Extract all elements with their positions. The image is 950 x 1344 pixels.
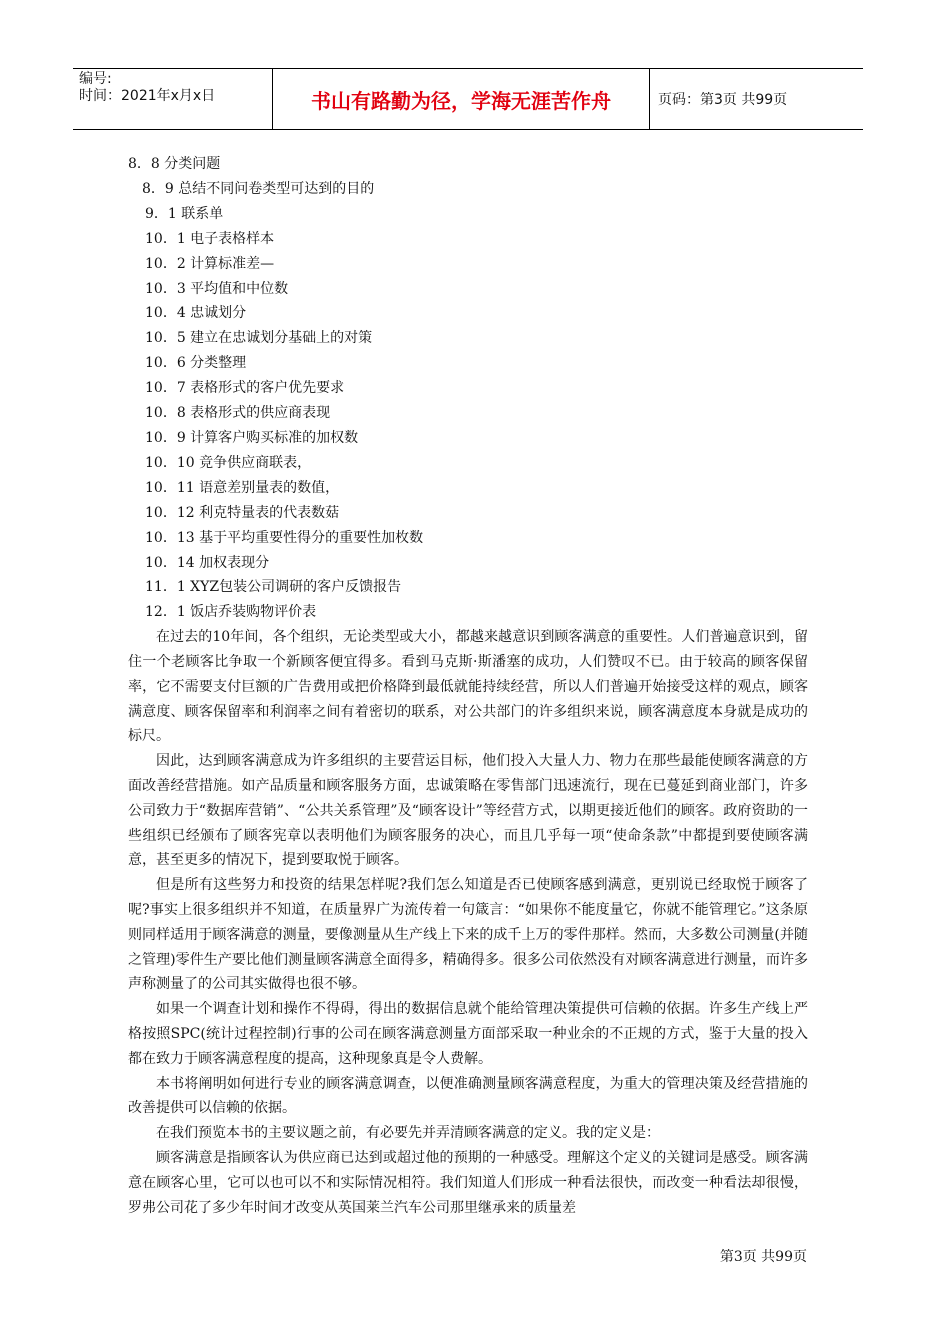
toc-item: 8．9 总结不同问卷类型可达到的目的 [142,180,375,197]
document-body [128,152,808,1220]
toc-item: 10．12 利克特量表的代表数菇 [145,504,340,521]
toc-item: 9．1 联系单 [145,205,224,222]
toc-item: 10．13 基于平均重要性得分的重要性加枚数 [145,529,424,546]
toc-item: 10．6 分类整理 [145,355,247,372]
toc-item: 10．7 表格形式的客户优先要求 [145,380,345,397]
header-page-info: 页码：第3页 共99页 [658,92,788,108]
body-paragraph: 但是所有这些努力和投资的结果怎样呢?我们怎么知道是否已使顾客感到满意，更别说已经取悦于顾客了呢?事实上很多组织并不知道，在质量界广为流传着一句箴言：“如果你不能度量它，你就不能管理它。”这条原则同样适用于顾客满意的测量，要像测量从生产线上下来的成千上万的零件那样。然而，大多数公司测量(并随之管理)零件生产要比他们测量顾客满意全面得多，精确得多。很多公司依然没有对顾客满意进行测量，而许多声称测量了的公司其实做得也很不够。 [128,877,808,993]
body-paragraph: 如果一个调查计划和操作不得碍，得出的数据信息就个能给管理决策提供可信赖的依据。许多生产线上严格按照SPC(统计过程控制)行事的公司在顾客满意测量方面部采取一种业余的不正规的方式，鉴于大量的投入都在致力于顾客满意程度的提高，这种现象真是令人费解。 [128,1001,808,1067]
header-motto: 书山有路勤为径，学海无涯苦作舟 [273,69,650,129]
toc-item: 10．11 语意差别量表的数值， [145,479,340,496]
body-paragraph: 因此，达到顾客满意成为许多组织的主要营运目标，他们投入大量人力、物力在那些最能使顾客满意的方面改善经营措施。如产品质量和顾客服务方面，忠诚策略在零售部门迅速流行，现在已蔓延到商业部门，许多公司致力于“数据库营销”、“公共关系管理”及“顾客设计”等经营方式，以期更接近他们的顾客。政府资助的一些组织已经颁布了顾客宪章以表明他们为顾客服务的决心，而且几乎每一项“使命条款”中都提到要使顾客满意，甚至更多的情况下，提到要取悦于顾客。 [128,753,808,869]
body-paragraph: 在我们预览本书的主要议题之前，有必要先并弄清顾客满意的定义。我的定义是： [156,1125,660,1142]
toc-item: 10．2 计算标准差— [145,255,275,272]
body-text [128,625,808,1220]
document-number-label: 编号: [79,71,112,87]
toc-item: 10．8 表格形式的供应商表现 [145,405,331,422]
page-footer: 第3页 共99页 [719,1249,807,1265]
header-meta [73,69,273,129]
toc-item: 10．4 忠诚划分 [145,305,247,322]
toc-item: 10．5 建立在忠诚划分基础上的对策 [145,330,373,347]
body-paragraph: 在过去的10年间，各个组织，无论类型或大小，都越来越意识到顾客满意的重要性。人们普遍意识到，留住一个老顾客比争取一个新顾客便宜得多。看到马克斯·斯潘塞的成功，人们赞叹不已。由于较高的顾客保留率，它不需要支付巨额的广告费用或把价格降到最低就能持续经营，所以人们普遍开始接受这样的观点，顾客满意度、顾客保留率和利润率之间有着密切的联系，对公共部门的许多组织来说，顾客满意度本身就是成功的标尺。 [128,629,808,745]
toc-item: 10．14 加权表现分 [145,554,270,571]
page-header [73,68,863,130]
toc-item: 10．3 平均值和中位数 [145,280,289,297]
document-time-label: 时间：2021年x月x日 [79,88,216,104]
body-paragraph: 本书将阐明如何进行专业的顾客满意调查，以便准确测量顾客满意程度，为重大的管理决策及经营措施的改善提供可以信赖的依据。 [128,1075,808,1117]
toc-item: 12．1 饭店乔装购物评价表 [145,604,317,621]
body-paragraph: 顾客满意是指顾客认为供应商已达到或超过他的预期的一种感受。理解这个定义的关键词是感受。顾客满意在顾客心里，它可以也可以不和实际情况相符。我们知道人们形成一种看法很快，而改变一种看法却很慢，罗弗公司花了多少年时间才改变从英国莱兰汽车公司那里继承来的质量差 [128,1149,808,1216]
toc-item: 11．1 XYZ包装公司调研的客户反馈报告 [145,579,402,596]
toc-item: 10．1 电子表格样本 [145,230,275,247]
toc-item: 8．8 分类问题 [128,156,221,172]
toc-item: 10．9 计算客户购买标准的加权数 [145,429,359,446]
toc-item: 10．10 竞争供应商联表， [145,454,312,471]
figure-list [128,152,808,625]
